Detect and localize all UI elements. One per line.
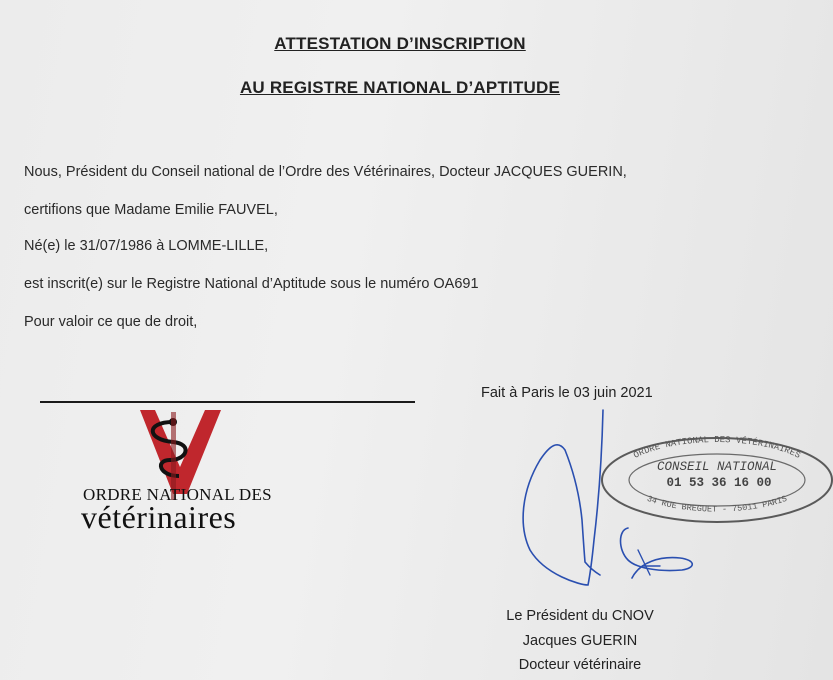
body-line-3: Né(e) le 31/07/1986 à LOMME-LILLE, (24, 238, 269, 254)
body-line-5: Pour valoir ce que de droit, (24, 314, 198, 330)
stamp-address: 34 RUE BREGUET - 75011 PARIS (645, 493, 789, 515)
signatory-name: Jacques GUERIN (522, 633, 638, 649)
ordre-veterinaires-logo (75, 402, 355, 535)
signatory-title: Le Président du CNOV (506, 608, 654, 624)
stamp-top-text: ORDRE NATIONAL DES VÉTÉRINAIRES (632, 435, 802, 461)
logo-text-line1: ORDRE NATIONAL DES (83, 485, 272, 504)
body-line-2: certifions que Madame Emilie FAUVEL, (24, 202, 278, 218)
signatory-role: Docteur vétérinaire (518, 657, 642, 673)
stamp-center-text: CONSEIL NATIONAL (656, 460, 778, 474)
document-title-line2: AU REGISTRE NATIONAL D’APTITUDE (239, 78, 561, 97)
logo-v-mark (140, 410, 221, 494)
body-line-1: Nous, Président du Conseil national de l’Ordre des Vétérinaires, Docteur JACQUES GUERIN, (24, 164, 627, 180)
logo-text-line2: vétérinaires (81, 499, 237, 535)
handwritten-signature (510, 400, 710, 600)
document-title-line1: ATTESTATION D’INSCRIPTION (274, 34, 526, 53)
stamp-phone: 01 53 36 16 00 (666, 476, 772, 490)
body-line-4: est inscrit(e) sur le Registre National d’Aptitude sous le numéro OA691 (24, 276, 479, 292)
place-date: Fait à Paris le 03 juin 2021 (481, 385, 653, 401)
